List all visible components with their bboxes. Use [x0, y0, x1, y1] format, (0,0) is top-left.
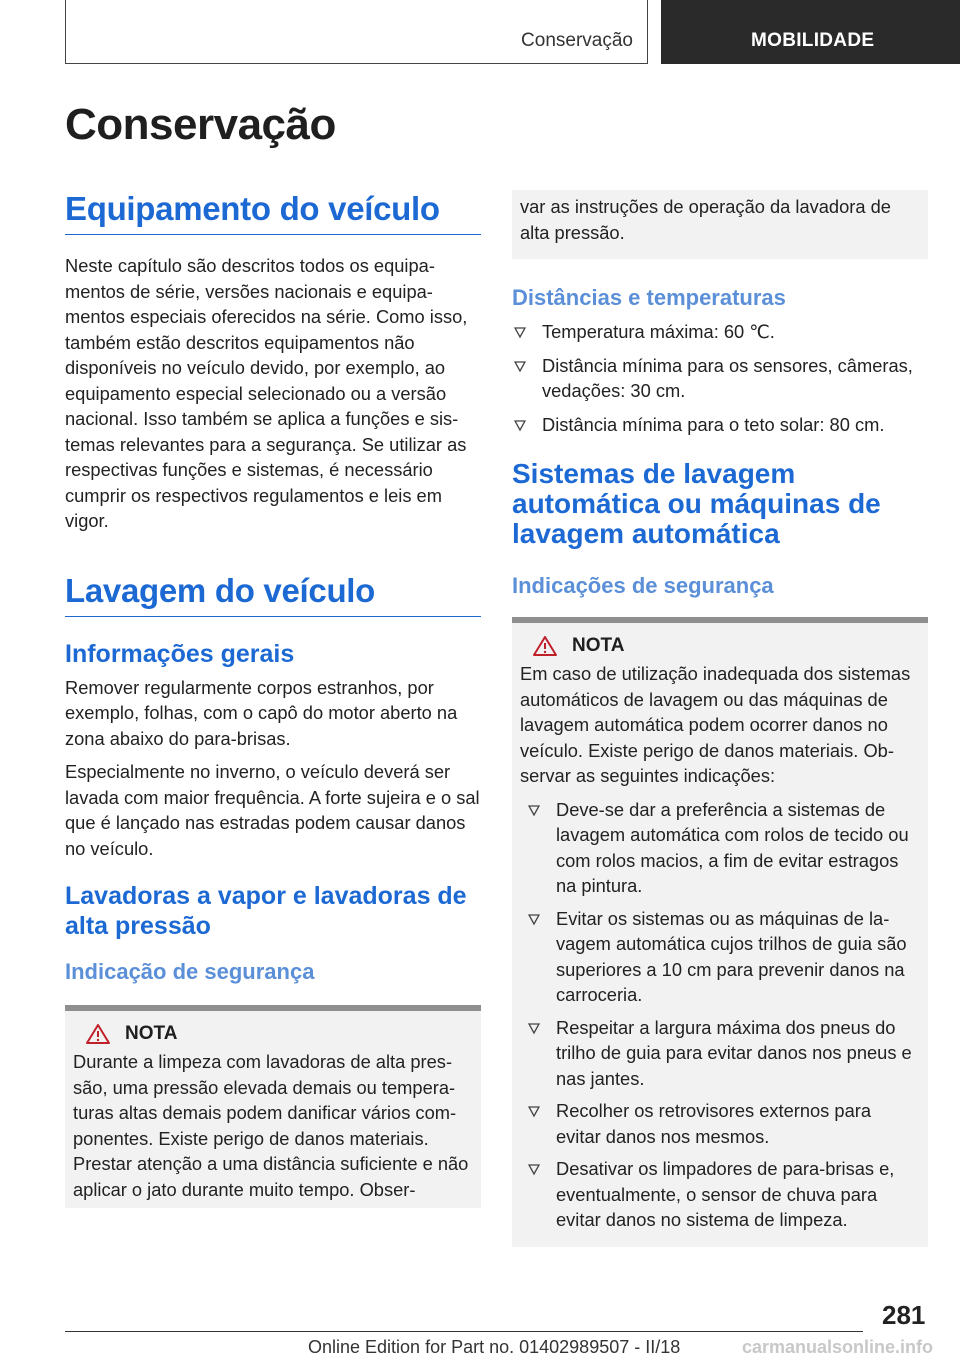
heading-safety-note: Indicação de segurança [65, 959, 315, 984]
left-column [65, 190, 481, 1208]
notice-header [73, 1023, 473, 1045]
triangle-bullet-icon [514, 420, 526, 432]
watermark-text: carmanualsonline.info [742, 1337, 934, 1357]
triangle-bullet-icon [528, 914, 540, 926]
paragraph-general-1: Remover regularmente corpos estranhos, por exemplo, folhas, com o capô do motor aberto na zona abaixo do para-brisas. [65, 676, 458, 749]
triangle-bullet-icon [514, 327, 526, 339]
heading-automatic-washing: Sistemas de lavagem automática ou máquinas de lavagem automática [512, 458, 881, 549]
notice-title: NOTA [125, 1023, 178, 1044]
heading-distances: Distâncias e temperaturas [512, 285, 786, 310]
heading-washing: Lavagem do veículo [65, 572, 481, 617]
triangle-bullet-icon [528, 1023, 540, 1035]
header-category-box [661, 0, 960, 64]
notice-continuation-text: var as instruções de operação da lavadora de alta pressão. [520, 196, 891, 243]
warning-icon [532, 635, 558, 657]
list-item: Desativar os limpadores de para-brisas e, eventualmente, o sensor de chuva para evitar danos no sistema de limpeza. [526, 1156, 920, 1233]
list-distances [512, 319, 928, 437]
list-item: Evitar os sistemas ou as máquinas de lavagem automática cujos trilhos de guia são superiores a 10 cm para prevenir danos na carroceria. [526, 906, 920, 1008]
notice-header [520, 635, 920, 657]
heading-equipment: Equipamento do veículo [65, 190, 481, 235]
notice-text: Em caso de utilização inadequada dos sistemas automáticos de lavagem ou das máquinas de lavagem automática podem ocorrer danos no veículo. Existe perigo de danos materiais. Observar as seguintes indicações: [520, 663, 911, 786]
list-item: Recolher os retrovisores externos para evitar danos nos mesmos. [526, 1098, 920, 1149]
heading-safety-notes: Indicações de segurança [512, 573, 774, 598]
list-item: Distância mínima para o teto solar: 80 cm. [512, 412, 928, 438]
page-title: Conservação [65, 100, 336, 149]
notice-box-right [512, 617, 928, 1247]
heading-pressure-washers: Lavadoras a vapor e lavadoras de alta pressão [65, 882, 467, 940]
notice-text: Durante a limpeza com lavadoras de alta pressão, uma pressão elevada demais ou temperaturas altas demais podem danificar vários componentes. Existe perigo de danos materiais. Prestar atenção a uma distância suficiente e não aplicar o jato durante muito tempo. Obser- [73, 1051, 469, 1200]
warning-icon [85, 1023, 111, 1045]
triangle-bullet-icon [528, 805, 540, 817]
notice-box-left [65, 1005, 481, 1208]
triangle-bullet-icon [528, 1164, 540, 1176]
edition-text: Online Edition for Part no. 01402989507 - II/18 [308, 1337, 681, 1357]
list-notice-items [520, 797, 920, 1241]
triangle-bullet-icon [528, 1106, 540, 1118]
page-number: 281 [882, 1300, 926, 1330]
paragraph-equipment: Neste capítulo são descritos todos os equipamentos de série, versões nacionais e equipamentos especiais oferecidos na série. Como isso, também estão descritos equipamentos não disponíveis no veículo devido, por exemplo, ao equipamento especial selecionado ou a versão nacional. Isso também se aplica a funções e sistemas relevantes para a segurança. Se utilizar as respectivas funções e sistemas, é necessário cumprir os respectivos regulamentos e leis em vigor. [65, 255, 468, 531]
notice-continuation [512, 190, 928, 259]
list-item: Respeitar a largura máxima dos pneus do trilho de guia para evitar danos nos pneus e nas jantes. [526, 1015, 920, 1092]
header-section-box [65, 0, 648, 64]
notice-title: NOTA [572, 635, 625, 656]
footer-divider [65, 1331, 863, 1332]
list-item: Distância mínima para os sensores, câmeras, vedações: 30 cm. [512, 353, 928, 404]
list-item: Deve-se dar a preferência a sistemas de lavagem automática com rolos de tecido ou com rolos macios, a fim de evitar estragos na pintura. [526, 797, 920, 899]
paragraph-general-2: Especialmente no inverno, o veículo deverá ser lavada com maior frequência. A forte sujeira e o sal que é lançado nas estradas podem causar danos no veículo. [65, 761, 480, 859]
header-section-label: Conservação [521, 30, 633, 51]
list-item: Temperatura máxima: 60 ℃. [512, 319, 928, 345]
right-column [512, 190, 928, 1247]
heading-general-info: Informações gerais [65, 639, 295, 668]
header-category-label: MOBILIDADE [751, 30, 875, 51]
triangle-bullet-icon [514, 361, 526, 373]
